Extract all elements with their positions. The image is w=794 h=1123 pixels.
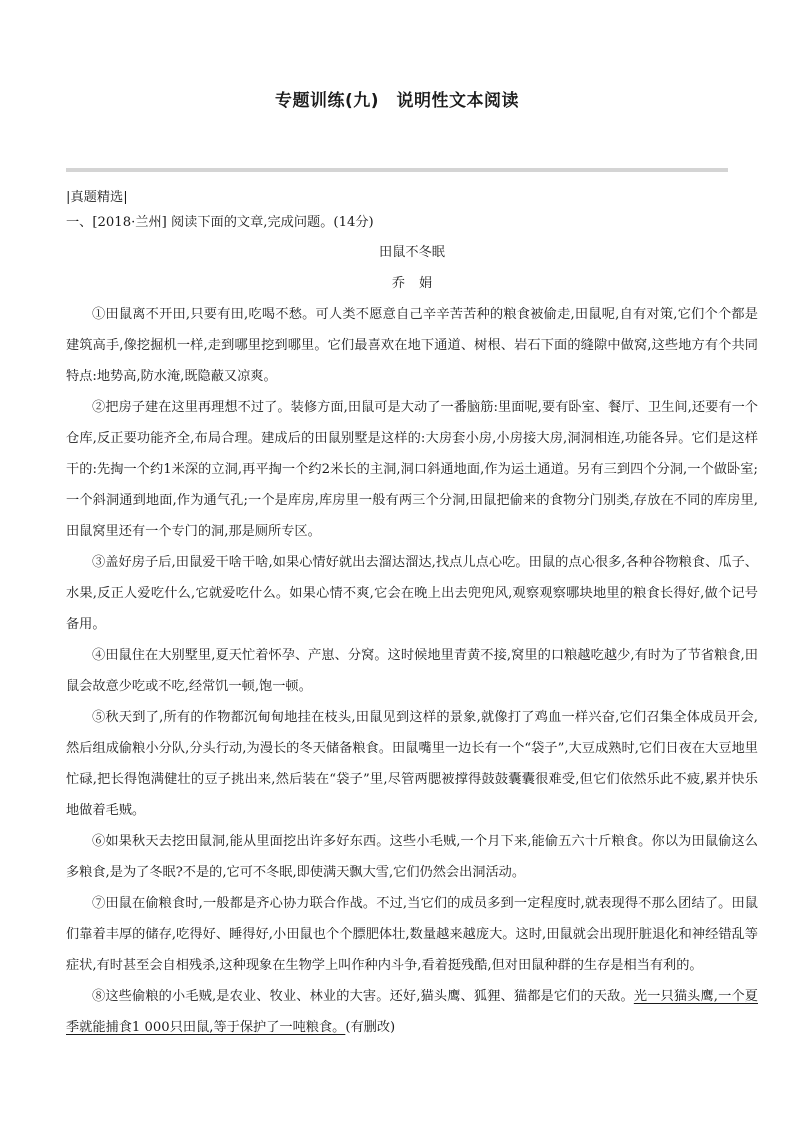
article-author: 乔娟 [391,276,447,291]
paragraph-8-text: ⑧这些偷粮的小毛贼,是农业、牧业、林业的大害。还好,猫头鹰、狐狸、猫都是它们的天敌。 [92,989,634,1004]
source-note: (有删改) [345,1020,396,1035]
paragraph-6: ⑥如果秋天去挖田鼠洞,能从里面挖出许多好东西。这些小毛贼,一个月下来,能偷五六十斤粮食。你以为田鼠偷这么多粮食,是为了冬眠?不是的,它可不冬眠,即使满天飘大雪,它们仍然会出洞活动。 [66,834,758,880]
title-divider [66,168,728,172]
article-title: 田鼠不冬眠 [379,245,445,260]
paragraph-2: ②把房子建在这里再理想不过了。装修方面,田鼠可是大动了一番脑筋:里面呢,要有卧室、餐厅、卫生间,还要有一个仓库,反正要功能齐全,布局合理。建成后的田鼠别墅是这样的:大房套小房,小房接大房,洞洞相连,功能各异。它们是这样干的:先掏一个约1米深的立洞,再平掏一个约2米长的主洞,洞口斜通地面,作为运土通道。另有三到四个分洞,一个做卧室;一个斜洞通到地面,作为通气孔;一个是库房,库房里一般有两三个分洞,田鼠把偷来的食物分门别类,存放在不同的库房里,田鼠窝里还有一个专门的洞,那是厕所专区。 [66,400,758,539]
paragraph-5: ⑤秋天到了,所有的作物都沉甸甸地挂在枝头,田鼠见到这样的景象,就像打了鸡血一样兴奋,它们召集全体成员开会,然后组成偷粮小分队,分头行动,为漫长的冬天储备粮食。田鼠嘴里一边长有一个“袋子”,大豆成熟时,它们日夜在大豆地里忙碌,把长得饱满健壮的豆子挑出来,然后装在“袋子”里,尽管两腮被撑得鼓鼓囊囊很难受,但它们依然乐此不疲,累并快乐地做着毛贼。 [66,710,758,818]
paragraph-3: ③盖好房子后,田鼠爱干啥干啥,如果心情好就出去溜达溜达,找点儿点心吃。田鼠的点心很多,各种谷物粮食、瓜子、水果,反正人爱吃什么,它就爱吃什么。如果心情不爽,它会在晚上出去兜兜风,观察观察哪块地里的粮食长得好,做个记号备用。 [66,555,758,632]
question-instruction: 一、[2018·兰州] 阅读下面的文章,完成问题。(14分) [66,215,374,230]
paragraph-7: ⑦田鼠在偷粮食时,一般都是齐心协力联合作战。不过,当它们的成员多到一定程度时,就表现得不那么团结了。田鼠们靠着丰厚的储存,吃得好、睡得好,小田鼠也个个膘肥体壮,数量越来越庞大。这时,田鼠就会出现肝脏退化和神经错乱等症状,有时甚至会自相残杀,这种现象在生物学上叫作种内斗争,看着挺残酷,但对田鼠种群的生存是相当有利的。 [66,896,758,973]
underlined-sentence: 光一只猫头鹰,一个夏季就能捕食1 000只田鼠,等于保护了一吨粮食。 [66,989,758,1035]
paragraph-1: ①田鼠离不开田,只要有田,吃喝不愁。可人类不愿意自己辛辛苦苦种的粮食被偷走,田鼠呢,自有对策,它们个个都是建筑高手,像挖掘机一样,走到哪里挖到哪里。它们最喜欢在地下通道、树根、岩石下面的缝隙中做窝,这些地方有个共同特点:地势高,防水淹,既隐蔽又凉爽。 [66,307,758,384]
paragraph-4: ④田鼠住在大别墅里,夏天忙着怀孕、产崽、分窝。这时候地里青黄不接,窝里的口粮越吃越少,有时为了节省粮食,田鼠会故意少吃或不吃,经常饥一顿,饱一顿。 [66,648,758,694]
section-label: |真题精选| [66,190,128,205]
page-title: 专题训练(九) 说明性文本阅读 [274,91,520,111]
paragraph-8 [66,981,758,1043]
document-body [66,186,758,1043]
